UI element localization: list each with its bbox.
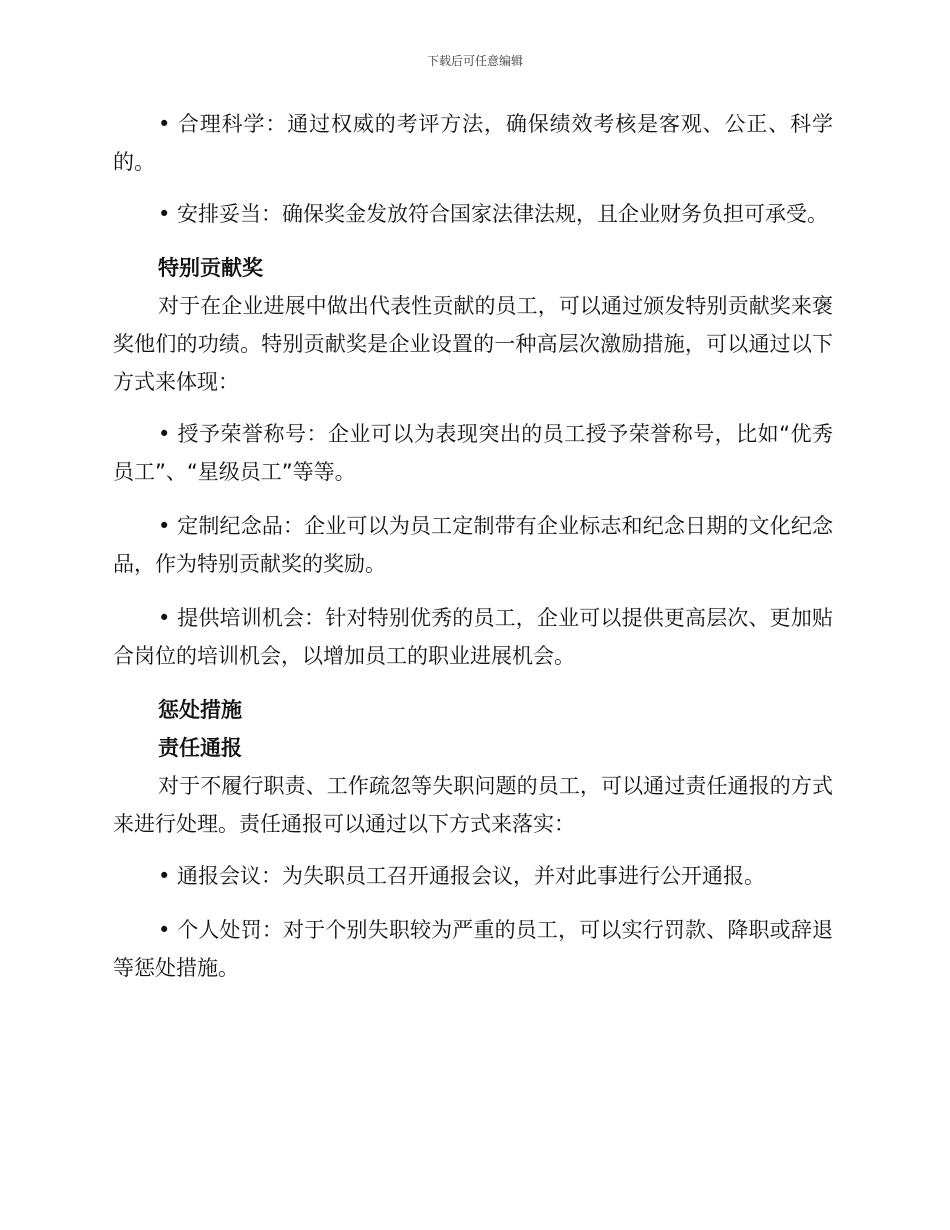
- bullet-reasonable-science: • 合理科学：通过权威的考评方法，确保绩效考核是客观、公正、科学的。: [113, 112, 833, 174]
- section-heading-penalties: 惩处措施: [158, 698, 242, 722]
- bullet-proper-arrangement: • 安排妥当：确保奖金发放符合国家法律法规，且企业财务负担可承受。: [158, 202, 829, 226]
- section-heading-special-award: 特别贡献奖: [158, 256, 263, 280]
- document-body: [113, 105, 833, 987]
- bullet-souvenir: • 定制纪念品：企业可以为员工定制带有企业标志和纪念日期的文化纪念品，作为特别贡献奖的奖励。: [113, 514, 833, 576]
- paragraph-responsibility-notice: 对于不履行职责、工作疏忽等失职问题的员工，可以通过责任通报的方式来进行处理。责任通报可以通过以下方式来落实：: [113, 774, 833, 836]
- paragraph-special-award: 对于在企业进展中做出代表性贡献的员工，可以通过颁发特别贡献奖来褒奖他们的功绩。特别贡献奖是企业设置的一种高层次激励措施，可以通过以下方式来体现：: [113, 294, 833, 394]
- bullet-honorary-title: • 授予荣誉称号：企业可以为表现突出的员工授予荣誉称号，比如“优秀员工”、“星级员工”等等。: [113, 422, 833, 484]
- section-heading-responsibility-notice: 责任通报: [158, 736, 242, 760]
- bullet-personal-penalty: • 个人处罚：对于个别失职较为严重的员工，可以实行罚款、降职或辞退等惩处措施。: [113, 918, 833, 980]
- page-header: 下载后可任意编辑: [426, 54, 523, 68]
- bullet-training: • 提供培训机会：针对特别优秀的员工，企业可以提供更高层次、更加贴合岗位的培训机会，以增加员工的职业进展机会。: [113, 606, 833, 668]
- bullet-notice-meeting: • 通报会议：为失职员工召开通报会议，并对此事进行公开通报。: [158, 864, 766, 888]
